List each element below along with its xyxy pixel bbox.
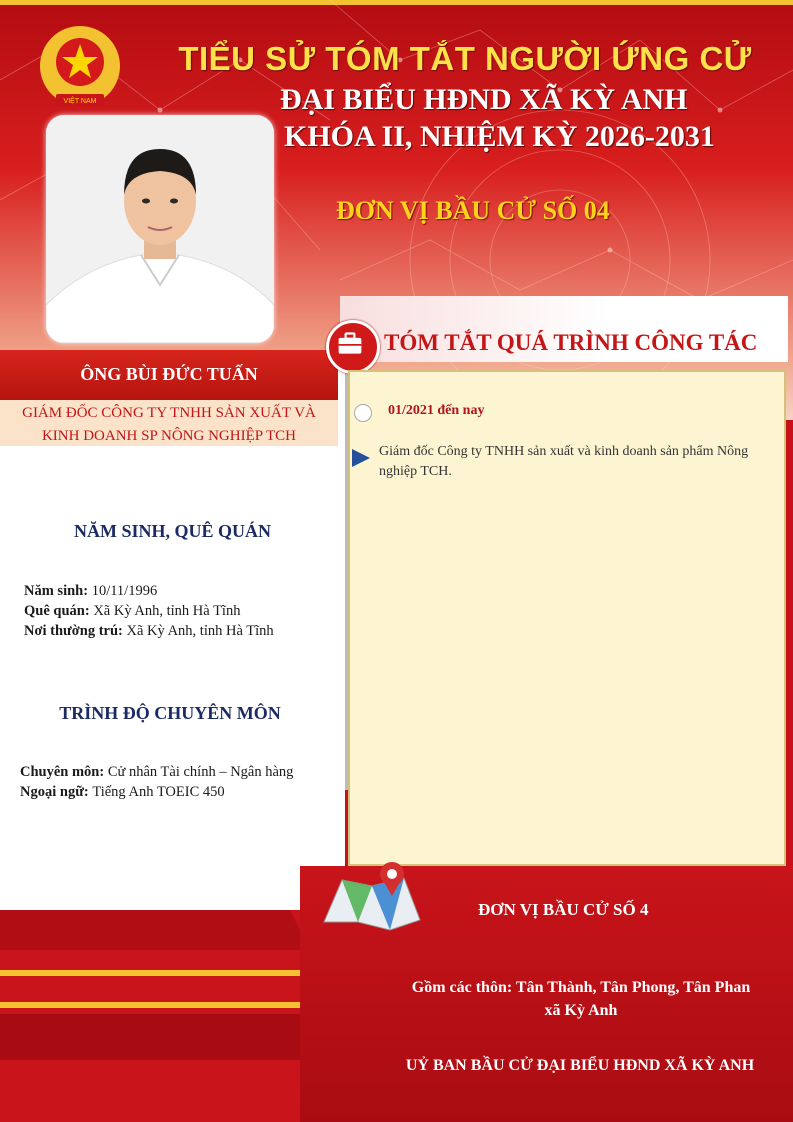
career-heading: TÓM TẮT QUÁ TRÌNH CÔNG TÁC bbox=[384, 330, 758, 355]
hometown-label: Quê quán: bbox=[24, 603, 90, 619]
dob-row bbox=[24, 581, 157, 601]
residence-label: Nơi thường trú: bbox=[24, 623, 123, 639]
footer-villages bbox=[376, 976, 786, 1022]
villages-line-1: Gồm các thôn: Tân Thành, Tân Phong, Tân Phan bbox=[411, 979, 751, 996]
career-header bbox=[340, 296, 788, 362]
qualification-heading: TRÌNH ĐỘ CHUYÊN MÔN bbox=[59, 703, 281, 723]
emblem-text: VIỆT NAM bbox=[63, 98, 97, 105]
name-banner bbox=[0, 350, 338, 400]
candidate-name: ÔNG BÙI ĐỨC TUẤN bbox=[80, 364, 258, 384]
footer-district: ĐƠN VỊ BẦU CỬ SỐ 4 bbox=[478, 900, 649, 919]
residence-value: Xã Kỳ Anh, tỉnh Hà Tĩnh bbox=[126, 623, 274, 639]
circle-bullet-icon bbox=[354, 404, 372, 422]
career-period: 01/2021 đến nay bbox=[388, 403, 485, 418]
district-title: ĐƠN VỊ BẦU CỬ SỐ 04 bbox=[336, 196, 610, 225]
position-line-1: GIÁM ĐỐC CÔNG TY TNHH SẢN XUẤT VÀ bbox=[22, 405, 316, 421]
major-value: Cử nhân Tài chính – Ngân hàng bbox=[107, 764, 294, 780]
hometown-value: Xã Kỳ Anh, tỉnh Hà Tĩnh bbox=[93, 603, 241, 619]
dob-label: Năm sinh: bbox=[24, 583, 89, 599]
major-row bbox=[20, 762, 293, 782]
villages-line-2: xã Kỳ Anh bbox=[544, 1002, 618, 1019]
hometown-row bbox=[24, 601, 240, 621]
candidate-photo bbox=[46, 115, 274, 343]
national-emblem-icon bbox=[34, 22, 126, 114]
major-label: Chuyên môn: bbox=[20, 764, 105, 780]
birth-heading: NĂM SINH, QUÊ QUÁN bbox=[73, 521, 271, 541]
poster-term: KHÓA II, NHIỆM KỲ 2026-2031 bbox=[284, 120, 715, 153]
briefcase-icon bbox=[326, 320, 380, 374]
poster-title: TIỂU SỬ TÓM TẮT NGƯỜI ỨNG CỬ bbox=[178, 40, 752, 77]
arrow-bullet-icon bbox=[352, 449, 370, 467]
residence-row bbox=[24, 621, 274, 641]
map-pin-icon bbox=[320, 856, 424, 936]
footer-committee: UỶ BAN BẦU CỬ ĐẠI BIỂU HĐND XÃ KỲ ANH bbox=[405, 1057, 755, 1074]
language-value: Tiếng Anh TOEIC 450 bbox=[92, 784, 225, 800]
footer-decoration bbox=[0, 910, 330, 1122]
poster-subtitle: ĐẠI BIỂU HĐND XÃ KỲ ANH bbox=[280, 83, 688, 116]
dob-value: 10/11/1996 bbox=[91, 583, 158, 599]
career-description: Giám đốc Công ty TNHH sản xuất và kinh doanh sản phẩm Nông nghiệp TCH. bbox=[379, 444, 749, 479]
position-line-2: KINH DOANH SP NÔNG NGHIỆP TCH bbox=[41, 428, 297, 444]
candidate-position bbox=[0, 400, 338, 446]
language-row bbox=[20, 782, 225, 802]
language-label: Ngoại ngữ: bbox=[20, 784, 89, 800]
